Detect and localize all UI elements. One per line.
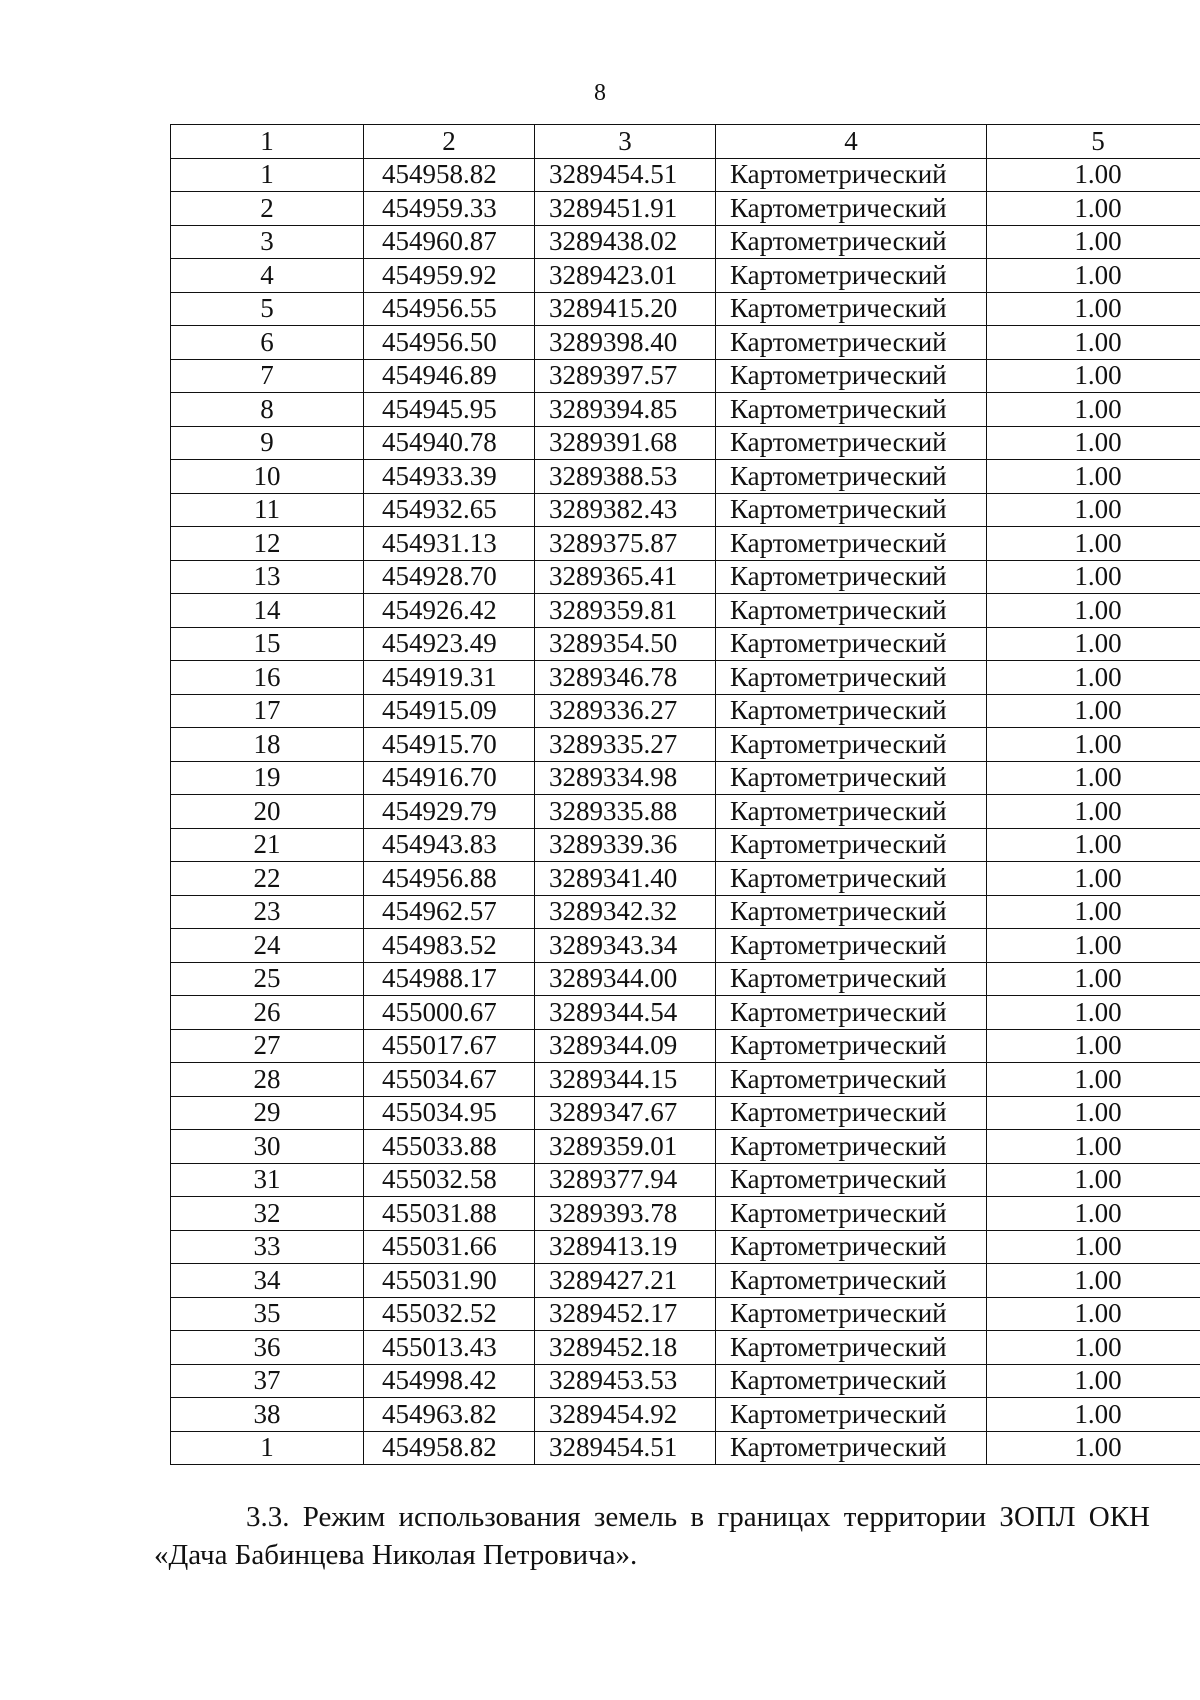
method-cell: Картометрический (716, 962, 987, 996)
accuracy-cell: 1.00 (987, 1431, 1200, 1465)
point-number-cell: 13 (171, 560, 364, 594)
point-number-cell: 22 (171, 862, 364, 896)
accuracy-cell: 1.00 (987, 1029, 1200, 1063)
point-number-cell: 4 (171, 259, 364, 293)
x-coordinate-cell: 454943.83 (364, 828, 535, 862)
table-row (171, 1029, 1200, 1063)
point-number-cell: 12 (171, 527, 364, 561)
point-number-cell: 17 (171, 694, 364, 728)
y-coordinate-cell: 3289335.27 (535, 728, 716, 762)
y-coordinate-cell: 3289415.20 (535, 292, 716, 326)
point-number-cell: 26 (171, 996, 364, 1030)
x-coordinate-cell: 455034.67 (364, 1063, 535, 1097)
table-row (171, 359, 1200, 393)
x-coordinate-cell: 454958.82 (364, 158, 535, 192)
x-coordinate-cell: 455031.66 (364, 1230, 535, 1264)
point-number-cell: 38 (171, 1398, 364, 1432)
x-coordinate-cell: 454963.82 (364, 1398, 535, 1432)
y-coordinate-cell: 3289343.34 (535, 929, 716, 963)
x-coordinate-cell: 454946.89 (364, 359, 535, 393)
accuracy-cell: 1.00 (987, 326, 1200, 360)
method-cell: Картометрический (716, 292, 987, 326)
accuracy-cell: 1.00 (987, 527, 1200, 561)
point-number-cell: 33 (171, 1230, 364, 1264)
table-row (171, 158, 1200, 192)
table-row (171, 1163, 1200, 1197)
method-cell: Картометрический (716, 1297, 987, 1331)
table-row (171, 426, 1200, 460)
y-coordinate-cell: 3289375.87 (535, 527, 716, 561)
y-coordinate-cell: 3289354.50 (535, 627, 716, 661)
method-cell: Картометрический (716, 527, 987, 561)
x-coordinate-cell: 454959.33 (364, 192, 535, 226)
table-row (171, 460, 1200, 494)
point-number-cell: 7 (171, 359, 364, 393)
accuracy-cell: 1.00 (987, 1230, 1200, 1264)
y-coordinate-cell: 3289344.00 (535, 962, 716, 996)
x-coordinate-cell: 454959.92 (364, 259, 535, 293)
section-paragraph (154, 1498, 1150, 1574)
method-cell: Картометрический (716, 627, 987, 661)
point-number-cell: 5 (171, 292, 364, 326)
x-coordinate-cell: 454926.42 (364, 594, 535, 628)
table-row (171, 225, 1200, 259)
method-cell: Картометрический (716, 862, 987, 896)
x-coordinate-cell: 455033.88 (364, 1130, 535, 1164)
accuracy-cell: 1.00 (987, 192, 1200, 226)
table-row (171, 1364, 1200, 1398)
x-coordinate-cell: 454956.55 (364, 292, 535, 326)
table-row (171, 1197, 1200, 1231)
y-coordinate-cell: 3289339.36 (535, 828, 716, 862)
y-coordinate-cell: 3289336.27 (535, 694, 716, 728)
accuracy-cell: 1.00 (987, 728, 1200, 762)
point-number-cell: 16 (171, 661, 364, 695)
method-cell: Картометрический (716, 1230, 987, 1264)
y-coordinate-cell: 3289388.53 (535, 460, 716, 494)
y-coordinate-cell: 3289413.19 (535, 1230, 716, 1264)
y-coordinate-cell: 3289344.54 (535, 996, 716, 1030)
y-coordinate-cell: 3289438.02 (535, 225, 716, 259)
accuracy-cell: 1.00 (987, 996, 1200, 1030)
y-coordinate-cell: 3289347.67 (535, 1096, 716, 1130)
y-coordinate-cell: 3289452.17 (535, 1297, 716, 1331)
method-cell: Картометрический (716, 560, 987, 594)
table-row (171, 1230, 1200, 1264)
point-number-cell: 20 (171, 795, 364, 829)
x-coordinate-cell: 454916.70 (364, 761, 535, 795)
table-row (171, 1331, 1200, 1365)
table-row (171, 1398, 1200, 1432)
method-cell: Картометрический (716, 1431, 987, 1465)
accuracy-cell: 1.00 (987, 627, 1200, 661)
accuracy-cell: 1.00 (987, 359, 1200, 393)
y-coordinate-cell: 3289451.91 (535, 192, 716, 226)
accuracy-cell: 1.00 (987, 694, 1200, 728)
y-coordinate-cell: 3289346.78 (535, 661, 716, 695)
y-coordinate-cell: 3289382.43 (535, 493, 716, 527)
y-coordinate-cell: 3289397.57 (535, 359, 716, 393)
point-number-cell: 35 (171, 1297, 364, 1331)
table-header (171, 125, 1200, 159)
table-row (171, 962, 1200, 996)
x-coordinate-cell: 455034.95 (364, 1096, 535, 1130)
x-coordinate-cell: 454915.09 (364, 694, 535, 728)
x-coordinate-cell: 455032.52 (364, 1297, 535, 1331)
table-row (171, 1431, 1200, 1465)
y-coordinate-cell: 3289344.09 (535, 1029, 716, 1063)
table-row (171, 795, 1200, 829)
accuracy-cell: 1.00 (987, 795, 1200, 829)
x-coordinate-cell: 454960.87 (364, 225, 535, 259)
x-coordinate-cell: 454958.82 (364, 1431, 535, 1465)
point-number-cell: 19 (171, 761, 364, 795)
y-coordinate-cell: 3289398.40 (535, 326, 716, 360)
section-line-1: 3.3. Режим использования земель в границах территории ЗОПЛ ОКН (246, 1501, 1150, 1533)
table-row (171, 527, 1200, 561)
point-number-cell: 18 (171, 728, 364, 762)
table-row (171, 694, 1200, 728)
header-col-3: 3 (535, 125, 716, 159)
x-coordinate-cell: 454919.31 (364, 661, 535, 695)
accuracy-cell: 1.00 (987, 828, 1200, 862)
point-number-cell: 31 (171, 1163, 364, 1197)
accuracy-cell: 1.00 (987, 929, 1200, 963)
table-row (171, 627, 1200, 661)
y-coordinate-cell: 3289454.51 (535, 1431, 716, 1465)
method-cell: Картометрический (716, 761, 987, 795)
section-line-2: «Дача Бабинцева Николая Петровича». (154, 1539, 638, 1571)
coordinates-table (170, 124, 1200, 1465)
table-row (171, 393, 1200, 427)
y-coordinate-cell: 3289359.81 (535, 594, 716, 628)
method-cell: Картометрический (716, 996, 987, 1030)
method-cell: Картометрический (716, 326, 987, 360)
accuracy-cell: 1.00 (987, 1130, 1200, 1164)
method-cell: Картометрический (716, 1364, 987, 1398)
table-row (171, 661, 1200, 695)
accuracy-cell: 1.00 (987, 895, 1200, 929)
table-row (171, 728, 1200, 762)
point-number-cell: 36 (171, 1331, 364, 1365)
point-number-cell: 23 (171, 895, 364, 929)
accuracy-cell: 1.00 (987, 862, 1200, 896)
header-col-4: 4 (716, 125, 987, 159)
accuracy-cell: 1.00 (987, 225, 1200, 259)
point-number-cell: 2 (171, 192, 364, 226)
y-coordinate-cell: 3289393.78 (535, 1197, 716, 1231)
table-row (171, 560, 1200, 594)
x-coordinate-cell: 454929.79 (364, 795, 535, 829)
x-coordinate-cell: 455013.43 (364, 1331, 535, 1365)
x-coordinate-cell: 454945.95 (364, 393, 535, 427)
accuracy-cell: 1.00 (987, 1297, 1200, 1331)
accuracy-cell: 1.00 (987, 493, 1200, 527)
y-coordinate-cell: 3289454.51 (535, 158, 716, 192)
accuracy-cell: 1.00 (987, 259, 1200, 293)
method-cell: Картометрический (716, 661, 987, 695)
page-number: 8 (594, 80, 606, 106)
method-cell: Картометрический (716, 393, 987, 427)
method-cell: Картометрический (716, 225, 987, 259)
x-coordinate-cell: 454931.13 (364, 527, 535, 561)
y-coordinate-cell: 3289423.01 (535, 259, 716, 293)
accuracy-cell: 1.00 (987, 292, 1200, 326)
accuracy-cell: 1.00 (987, 1398, 1200, 1432)
y-coordinate-cell: 3289427.21 (535, 1264, 716, 1298)
point-number-cell: 28 (171, 1063, 364, 1097)
method-cell: Картометрический (716, 426, 987, 460)
point-number-cell: 6 (171, 326, 364, 360)
y-coordinate-cell: 3289452.18 (535, 1331, 716, 1365)
table-row (171, 1264, 1200, 1298)
x-coordinate-cell: 455000.67 (364, 996, 535, 1030)
point-number-cell: 25 (171, 962, 364, 996)
method-cell: Картометрический (716, 1398, 987, 1432)
method-cell: Картометрический (716, 1063, 987, 1097)
table-row (171, 192, 1200, 226)
accuracy-cell: 1.00 (987, 594, 1200, 628)
method-cell: Картометрический (716, 728, 987, 762)
x-coordinate-cell: 454988.17 (364, 962, 535, 996)
point-number-cell: 21 (171, 828, 364, 862)
x-coordinate-cell: 454915.70 (364, 728, 535, 762)
x-coordinate-cell: 454940.78 (364, 426, 535, 460)
method-cell: Картометрический (716, 1096, 987, 1130)
method-cell: Картометрический (716, 795, 987, 829)
method-cell: Картометрический (716, 158, 987, 192)
method-cell: Картометрический (716, 1331, 987, 1365)
accuracy-cell: 1.00 (987, 1364, 1200, 1398)
method-cell: Картометрический (716, 460, 987, 494)
method-cell: Картометрический (716, 259, 987, 293)
y-coordinate-cell: 3289335.88 (535, 795, 716, 829)
table-row (171, 493, 1200, 527)
table-row (171, 1297, 1200, 1331)
y-coordinate-cell: 3289344.15 (535, 1063, 716, 1097)
accuracy-cell: 1.00 (987, 962, 1200, 996)
header-col-1: 1 (171, 125, 364, 159)
y-coordinate-cell: 3289394.85 (535, 393, 716, 427)
y-coordinate-cell: 3289365.41 (535, 560, 716, 594)
point-number-cell: 30 (171, 1130, 364, 1164)
accuracy-cell: 1.00 (987, 393, 1200, 427)
y-coordinate-cell: 3289341.40 (535, 862, 716, 896)
x-coordinate-cell: 454928.70 (364, 560, 535, 594)
x-coordinate-cell: 454962.57 (364, 895, 535, 929)
table-row (171, 862, 1200, 896)
y-coordinate-cell: 3289359.01 (535, 1130, 716, 1164)
table-row (171, 1063, 1200, 1097)
table-row (171, 761, 1200, 795)
accuracy-cell: 1.00 (987, 1096, 1200, 1130)
header-row (171, 125, 1200, 159)
point-number-cell: 8 (171, 393, 364, 427)
point-number-cell: 14 (171, 594, 364, 628)
point-number-cell: 9 (171, 426, 364, 460)
table-row (171, 1130, 1200, 1164)
accuracy-cell: 1.00 (987, 460, 1200, 494)
method-cell: Картометрический (716, 192, 987, 226)
y-coordinate-cell: 3289454.92 (535, 1398, 716, 1432)
y-coordinate-cell: 3289391.68 (535, 426, 716, 460)
y-coordinate-cell: 3289334.98 (535, 761, 716, 795)
point-number-cell: 15 (171, 627, 364, 661)
method-cell: Картометрический (716, 1163, 987, 1197)
accuracy-cell: 1.00 (987, 661, 1200, 695)
x-coordinate-cell: 455017.67 (364, 1029, 535, 1063)
accuracy-cell: 1.00 (987, 1264, 1200, 1298)
method-cell: Картометрический (716, 359, 987, 393)
point-number-cell: 10 (171, 460, 364, 494)
y-coordinate-cell: 3289453.53 (535, 1364, 716, 1398)
table-body (171, 158, 1200, 1465)
point-number-cell: 24 (171, 929, 364, 963)
x-coordinate-cell: 454983.52 (364, 929, 535, 963)
table-row (171, 259, 1200, 293)
x-coordinate-cell: 454956.88 (364, 862, 535, 896)
table-row (171, 594, 1200, 628)
accuracy-cell: 1.00 (987, 426, 1200, 460)
point-number-cell: 37 (171, 1364, 364, 1398)
table-row (171, 292, 1200, 326)
x-coordinate-cell: 454998.42 (364, 1364, 535, 1398)
accuracy-cell: 1.00 (987, 560, 1200, 594)
table-row (171, 326, 1200, 360)
point-number-cell: 3 (171, 225, 364, 259)
header-col-2: 2 (364, 125, 535, 159)
x-coordinate-cell: 455032.58 (364, 1163, 535, 1197)
x-coordinate-cell: 454932.65 (364, 493, 535, 527)
point-number-cell: 34 (171, 1264, 364, 1298)
table-row (171, 929, 1200, 963)
accuracy-cell: 1.00 (987, 1063, 1200, 1097)
x-coordinate-cell: 455031.90 (364, 1264, 535, 1298)
method-cell: Картометрический (716, 929, 987, 963)
method-cell: Картометрический (716, 493, 987, 527)
y-coordinate-cell: 3289342.32 (535, 895, 716, 929)
x-coordinate-cell: 454933.39 (364, 460, 535, 494)
method-cell: Картометрический (716, 1197, 987, 1231)
x-coordinate-cell: 454923.49 (364, 627, 535, 661)
accuracy-cell: 1.00 (987, 158, 1200, 192)
point-number-cell: 11 (171, 493, 364, 527)
method-cell: Картометрический (716, 1029, 987, 1063)
point-number-cell: 32 (171, 1197, 364, 1231)
accuracy-cell: 1.00 (987, 1331, 1200, 1365)
method-cell: Картометрический (716, 895, 987, 929)
point-number-cell: 1 (171, 1431, 364, 1465)
point-number-cell: 27 (171, 1029, 364, 1063)
table-row (171, 895, 1200, 929)
method-cell: Картометрический (716, 594, 987, 628)
table-row (171, 996, 1200, 1030)
accuracy-cell: 1.00 (987, 1163, 1200, 1197)
table-row (171, 1096, 1200, 1130)
accuracy-cell: 1.00 (987, 761, 1200, 795)
y-coordinate-cell: 3289377.94 (535, 1163, 716, 1197)
table-row (171, 828, 1200, 862)
header-col-5: 5 (987, 125, 1200, 159)
x-coordinate-cell: 455031.88 (364, 1197, 535, 1231)
method-cell: Картометрический (716, 828, 987, 862)
accuracy-cell: 1.00 (987, 1197, 1200, 1231)
point-number-cell: 1 (171, 158, 364, 192)
x-coordinate-cell: 454956.50 (364, 326, 535, 360)
method-cell: Картометрический (716, 1130, 987, 1164)
method-cell: Картометрический (716, 1264, 987, 1298)
method-cell: Картометрический (716, 694, 987, 728)
point-number-cell: 29 (171, 1096, 364, 1130)
